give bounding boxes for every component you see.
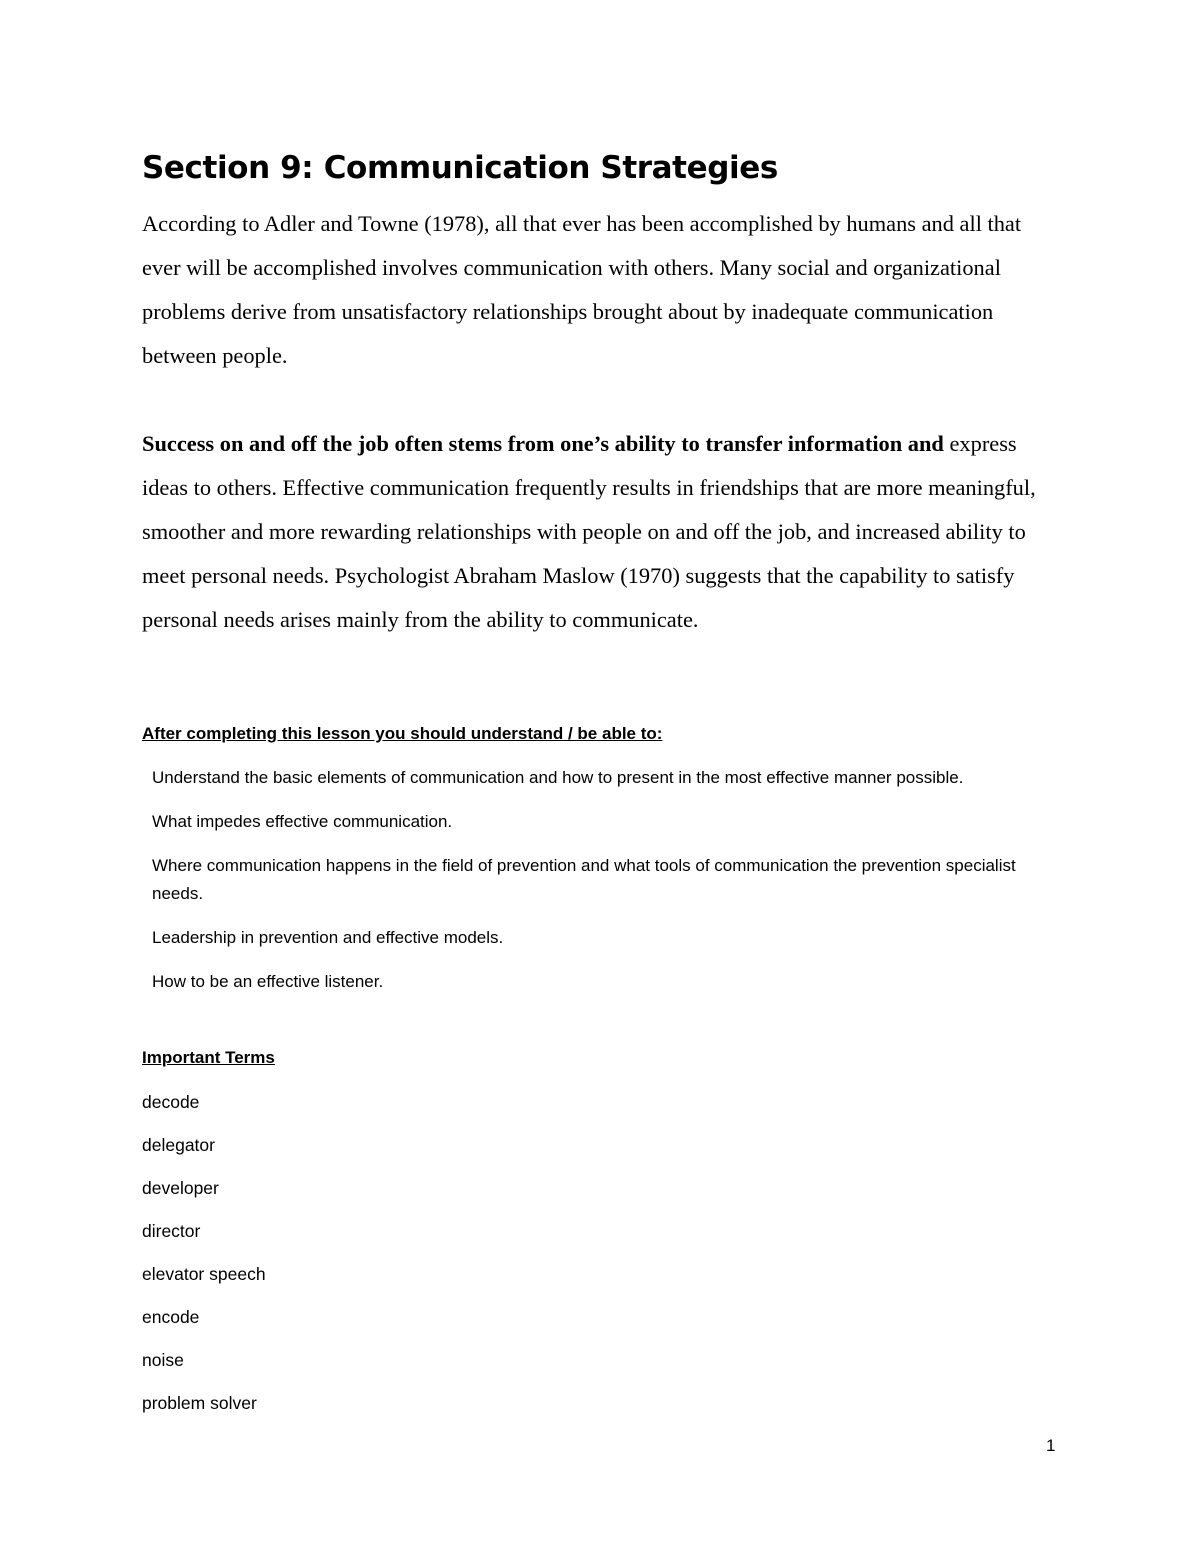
term-item: director — [142, 1221, 201, 1241]
terms-list — [142, 1088, 266, 1432]
term-item: noise — [142, 1350, 184, 1370]
term-item: delegator — [142, 1135, 215, 1155]
section-title: Section 9: Communication Strategies — [142, 150, 778, 186]
term-item: developer — [142, 1178, 219, 1198]
objective-item: Where communication happens in the field of prevention and what tools of communication the prevention specialist needs. — [152, 856, 1016, 903]
objectives-list — [152, 764, 1052, 1012]
objective-item: Understand the basic elements of communication and how to present in the most effective manner possible. — [152, 768, 964, 787]
objective-item: How to be an effective listener. — [152, 972, 384, 991]
term-item: elevator speech — [142, 1264, 266, 1284]
objective-item: What impedes effective communication. — [152, 812, 453, 831]
intro-paragraph: According to Adler and Towne (1978), all that ever has been accomplished by humans and all that ever will be accomplished involves communication with others. Many social and organizational problems derive from unsatisfactory relationships brought about by inadequate communication between people. — [142, 211, 1022, 368]
success-paragraph-lead: Success on and off the job often stems from one’s ability to transfer information and — [142, 431, 944, 456]
objective-item: Leadership in prevention and effective models. — [152, 928, 504, 947]
success-paragraph-rest: express ideas to others. Effective communication frequently results in friendships that are more meaningful, smoother and more rewarding relationships with people on and off the job, and increased ability to meet personal needs. Psychologist Abraham Maslow (1970) suggests that the capability to satisfy personal needs arises mainly from the ability to communicate. — [142, 431, 1036, 632]
term-item: problem solver — [142, 1393, 257, 1413]
term-item: decode — [142, 1092, 200, 1112]
success-paragraph — [142, 422, 1062, 642]
page-number: 1 — [1046, 1436, 1056, 1455]
terms-heading: Important Terms — [142, 1048, 275, 1067]
term-item: encode — [142, 1307, 200, 1327]
objectives-heading: After completing this lesson you should understand / be able to: — [142, 724, 663, 743]
